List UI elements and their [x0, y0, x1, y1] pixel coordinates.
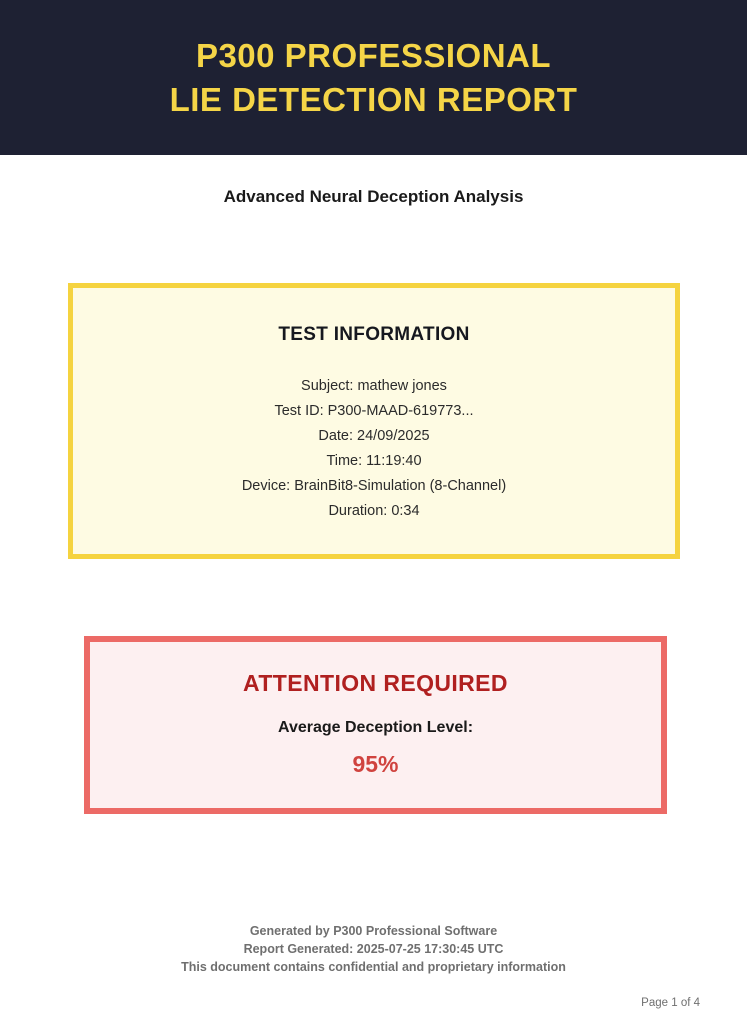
report-title-line-2: LIE DETECTION REPORT: [169, 80, 578, 118]
footer-generated-at: Report Generated: 2025-07-25 17:30:45 UTC: [243, 942, 504, 956]
report-subtitle: Advanced Neural Deception Analysis: [223, 187, 524, 206]
report-header: [0, 0, 747, 155]
footer-confidentiality-notice: This document contains confidential and proprietary information: [181, 960, 566, 974]
report-footer: [0, 922, 747, 976]
test-info-test-id: Test ID: P300-MAAD-619773...: [274, 403, 474, 419]
test-information-card: [68, 283, 680, 559]
test-info-date: Date: 24/09/2025: [318, 428, 430, 444]
page-number: Page 1 of 4: [641, 997, 700, 1009]
test-info-subject: Subject: mathew jones: [301, 378, 447, 394]
deception-level-label: Average Deception Level:: [277, 719, 474, 736]
attention-alert-card: [84, 636, 667, 814]
test-information-title: TEST INFORMATION: [278, 324, 470, 345]
deception-level-value: 95%: [352, 751, 399, 777]
footer-generated-by: Generated by P300 Professional Software: [249, 924, 498, 938]
attention-alert-title: ATTENTION REQUIRED: [243, 670, 508, 696]
test-info-device: Device: BrainBit8-Simulation (8-Channel): [241, 478, 507, 494]
test-info-time: Time: 11:19:40: [326, 453, 422, 469]
test-info-duration: Duration: 0:34: [328, 503, 420, 519]
report-title-line-1: P300 PROFESSIONAL: [195, 36, 552, 74]
